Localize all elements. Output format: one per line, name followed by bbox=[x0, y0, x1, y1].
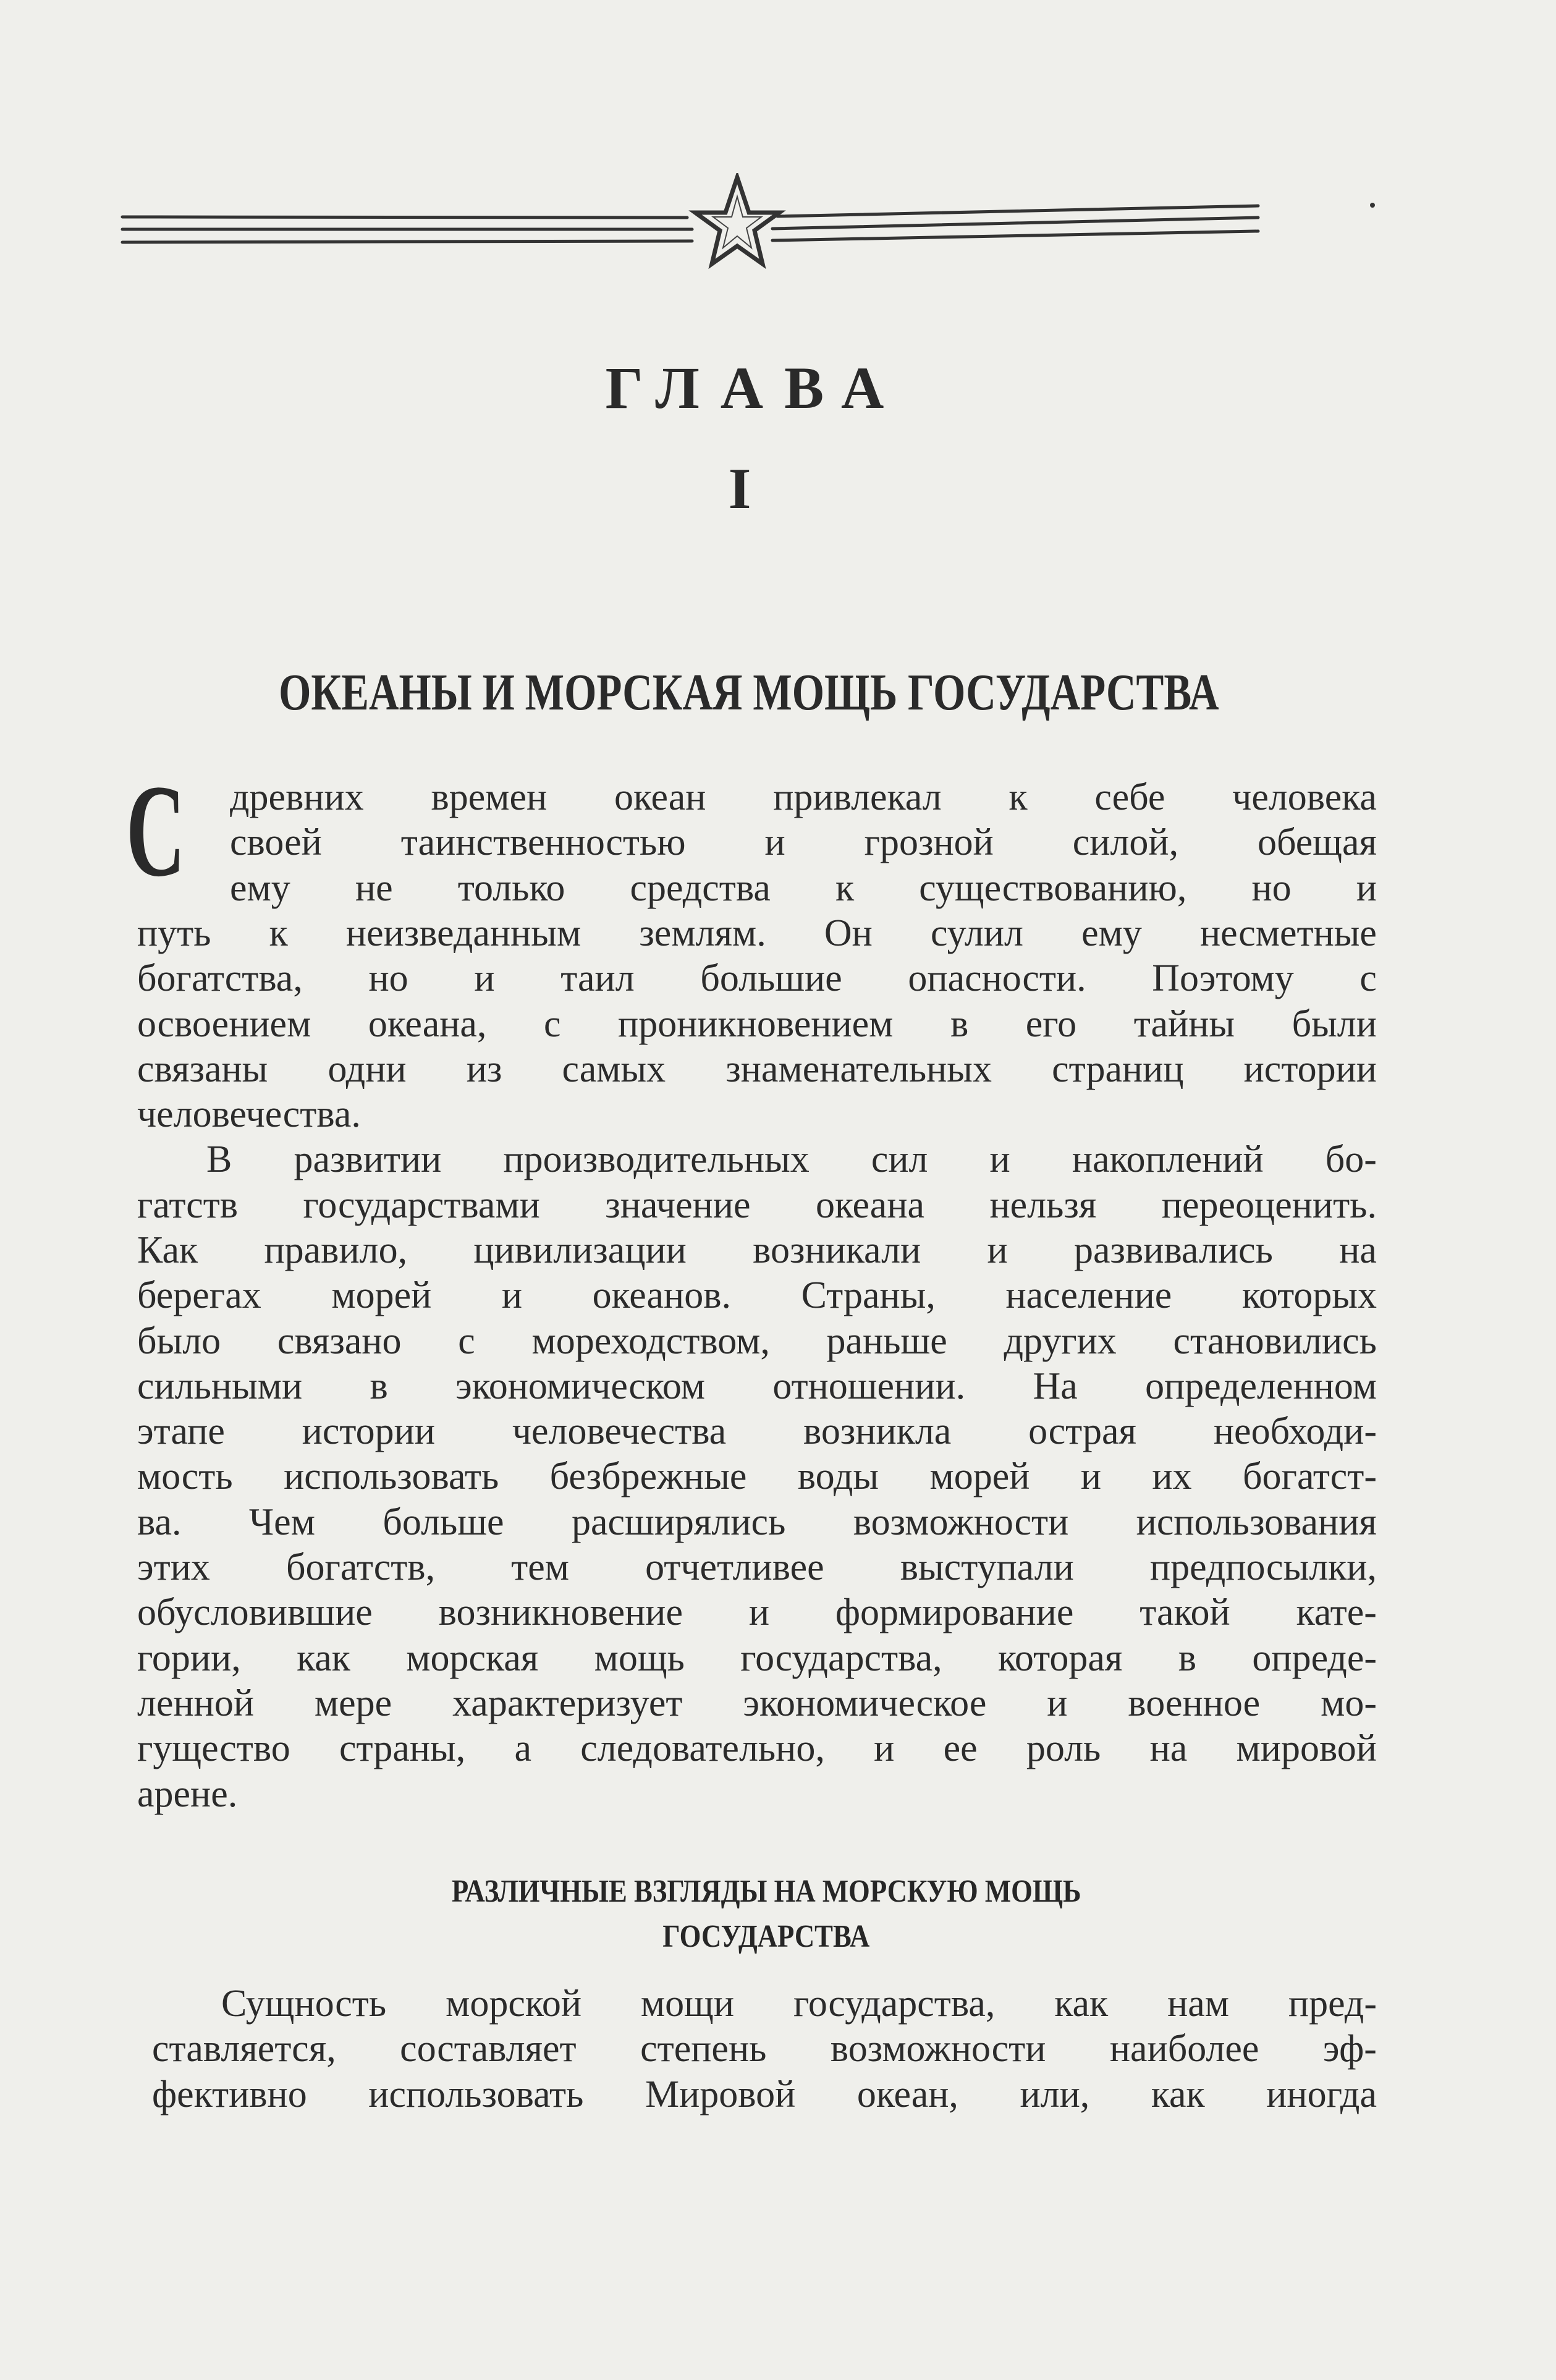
word: мировой bbox=[1236, 1727, 1377, 1770]
word: океана bbox=[815, 1184, 925, 1226]
word: знаменательных bbox=[725, 1048, 992, 1090]
word: путь bbox=[137, 912, 211, 954]
word: было bbox=[137, 1319, 221, 1362]
word: этапе bbox=[137, 1410, 225, 1453]
word: и bbox=[501, 1274, 523, 1317]
word: времен bbox=[431, 776, 548, 818]
star-ornament-icon bbox=[117, 173, 1384, 272]
text-line bbox=[137, 1047, 1377, 1092]
word: и bbox=[1080, 1455, 1101, 1498]
word: На bbox=[1033, 1365, 1078, 1407]
word: отношении. bbox=[772, 1365, 966, 1407]
word: острая bbox=[1028, 1410, 1137, 1453]
text-line bbox=[221, 1981, 1377, 2026]
word: ему bbox=[1081, 912, 1142, 954]
word: большие bbox=[700, 957, 842, 1000]
word: возникновение bbox=[438, 1591, 683, 1634]
word: нельзя bbox=[989, 1184, 1097, 1226]
word: мощь bbox=[594, 1637, 685, 1679]
word: ленной bbox=[137, 1682, 254, 1724]
word: государствами bbox=[303, 1184, 540, 1226]
word: богатств, bbox=[285, 1546, 436, 1589]
word: мореходством, bbox=[531, 1319, 770, 1362]
text-line bbox=[137, 1636, 1377, 1681]
text-line bbox=[206, 1137, 1377, 1182]
word: Мировой bbox=[645, 2073, 796, 2115]
word: безбрежные bbox=[549, 1455, 747, 1498]
word: В bbox=[206, 1138, 232, 1181]
word: не bbox=[355, 866, 393, 909]
word: человека bbox=[1232, 776, 1377, 818]
word: мость bbox=[137, 1455, 233, 1498]
word: истории bbox=[1243, 1048, 1377, 1090]
ornament-rule bbox=[772, 231, 1258, 240]
word: ее bbox=[943, 1727, 978, 1770]
word: сил bbox=[871, 1138, 928, 1181]
text-line bbox=[137, 1454, 1377, 1499]
word: из bbox=[466, 1048, 502, 1090]
word: одни bbox=[328, 1048, 407, 1090]
word: пред- bbox=[1288, 1983, 1377, 2025]
word: в bbox=[950, 1002, 969, 1045]
word: с bbox=[1359, 957, 1377, 1000]
word: возможности bbox=[830, 2028, 1046, 2070]
section-heading-line-1 bbox=[0, 1873, 1533, 1910]
word: Он bbox=[824, 912, 873, 954]
word: средства bbox=[630, 866, 771, 909]
word: тайны bbox=[1133, 1002, 1235, 1045]
ornament-rule bbox=[122, 241, 692, 242]
text-line bbox=[137, 1409, 1377, 1454]
word: и bbox=[987, 1229, 1008, 1271]
word: страны, bbox=[339, 1727, 466, 1770]
word: богатст- bbox=[1243, 1455, 1377, 1498]
word: гории, bbox=[137, 1637, 241, 1679]
word: океанов. bbox=[592, 1274, 731, 1317]
text-line bbox=[137, 1500, 1377, 1545]
word: предпосылки, bbox=[1149, 1546, 1377, 1589]
word: бо- bbox=[1325, 1138, 1377, 1181]
word: цивилизации bbox=[473, 1229, 687, 1271]
word: которая bbox=[997, 1637, 1123, 1679]
word: несметные bbox=[1199, 912, 1377, 954]
word: государства, bbox=[740, 1637, 942, 1679]
word: себе bbox=[1094, 776, 1165, 818]
word: раньше bbox=[826, 1319, 947, 1362]
word: расширялись bbox=[571, 1501, 786, 1543]
word: опреде- bbox=[1252, 1637, 1377, 1679]
word: накоплений bbox=[1072, 1138, 1264, 1181]
word: возможности bbox=[853, 1501, 1069, 1543]
word: необходи- bbox=[1213, 1410, 1377, 1453]
word: ему bbox=[230, 866, 290, 909]
text-line bbox=[137, 1273, 1377, 1318]
text-line bbox=[137, 1319, 1377, 1364]
chapter-number: I bbox=[728, 457, 751, 521]
word: человечества. bbox=[137, 1093, 361, 1136]
word: которых bbox=[1241, 1274, 1377, 1317]
word: морей bbox=[331, 1274, 432, 1317]
text-line bbox=[137, 1183, 1377, 1228]
word: связаны bbox=[137, 1048, 268, 1090]
word: использовать bbox=[368, 2073, 584, 2115]
word: существованию, bbox=[919, 866, 1187, 909]
word: фективно bbox=[152, 2073, 307, 2115]
text-line bbox=[137, 911, 1377, 956]
word: морской bbox=[446, 1983, 581, 2025]
word: истории bbox=[302, 1410, 436, 1453]
word: характеризует bbox=[452, 1682, 683, 1724]
word: океан bbox=[614, 776, 706, 818]
word: и bbox=[989, 1138, 1010, 1181]
word: экономическое bbox=[743, 1682, 987, 1724]
word: связано bbox=[277, 1319, 402, 1362]
word: роль bbox=[1026, 1727, 1101, 1770]
word: гущество bbox=[137, 1727, 290, 1770]
word: мо- bbox=[1321, 1682, 1377, 1724]
word: воды bbox=[797, 1455, 879, 1498]
word: выступали bbox=[900, 1546, 1074, 1589]
word: нам bbox=[1167, 1983, 1229, 2025]
word: морей bbox=[929, 1455, 1030, 1498]
text-line bbox=[230, 775, 1377, 820]
text-line bbox=[137, 1772, 1377, 1817]
word: в bbox=[370, 1365, 388, 1407]
word: арене. bbox=[137, 1772, 238, 1815]
ornament-dot bbox=[1370, 203, 1375, 208]
word: как bbox=[1054, 1983, 1109, 2025]
word: как bbox=[1151, 2073, 1205, 2115]
word: следовательно, bbox=[580, 1727, 825, 1770]
word: гатств bbox=[137, 1184, 239, 1226]
word: и bbox=[1356, 866, 1377, 909]
section-heading-text: РАЗЛИЧНЫЕ ВЗГЛЯДЫ НА МОРСКУЮ МОЩЬ bbox=[451, 1874, 1081, 1909]
word: проникновением bbox=[618, 1002, 894, 1045]
word: мере bbox=[314, 1682, 392, 1724]
text-line bbox=[137, 1228, 1377, 1273]
chapter-title bbox=[0, 665, 1498, 721]
section-heading-text: ГОСУДАРСТВА bbox=[662, 1919, 870, 1954]
text-line bbox=[137, 1545, 1377, 1590]
word: переоценить. bbox=[1161, 1184, 1377, 1226]
word: и bbox=[1047, 1682, 1068, 1724]
word: на bbox=[1339, 1229, 1377, 1271]
word: таил bbox=[560, 957, 635, 1000]
word: землям. bbox=[639, 912, 766, 954]
ornament-rule bbox=[777, 206, 1258, 216]
word: Сущность bbox=[221, 1983, 387, 2025]
word: к bbox=[835, 866, 855, 909]
word: иногда bbox=[1266, 2073, 1377, 2115]
word: отчетливее bbox=[645, 1546, 824, 1589]
word: и bbox=[874, 1727, 895, 1770]
word: использования bbox=[1136, 1501, 1377, 1543]
word: их bbox=[1152, 1455, 1192, 1498]
word: тем bbox=[511, 1546, 570, 1589]
word: правило, bbox=[264, 1229, 408, 1271]
word: ставляется, bbox=[152, 2028, 336, 2070]
word: привлекал bbox=[773, 776, 942, 818]
text-line bbox=[137, 956, 1377, 1001]
text-line bbox=[152, 2026, 1377, 2072]
chapter-label: ГЛАВА bbox=[605, 355, 905, 421]
word: мощи bbox=[640, 1983, 735, 2025]
word: в bbox=[1178, 1637, 1197, 1679]
word: грозной bbox=[864, 821, 994, 864]
word: морская bbox=[406, 1637, 539, 1679]
word: были bbox=[1292, 1002, 1377, 1045]
word: экономическом bbox=[455, 1365, 705, 1407]
word: становились bbox=[1173, 1319, 1377, 1362]
word: опасности. bbox=[908, 957, 1086, 1000]
word: формирование bbox=[835, 1591, 1074, 1634]
word: или, bbox=[1020, 2073, 1090, 2115]
word: таинственностью bbox=[400, 821, 686, 864]
word: его bbox=[1025, 1002, 1077, 1045]
word: и bbox=[474, 957, 495, 1000]
word: возникла bbox=[803, 1410, 952, 1453]
word: и bbox=[764, 821, 785, 864]
word: человечества bbox=[512, 1410, 727, 1453]
word: Чем bbox=[248, 1501, 315, 1543]
word: производительных bbox=[503, 1138, 810, 1181]
word: использовать bbox=[284, 1455, 499, 1498]
text-line bbox=[137, 1681, 1377, 1726]
word: только bbox=[457, 866, 565, 909]
chapter-title-text: ОКЕАНЫ И МОРСКАЯ МОЩЬ ГОСУДАРСТВА bbox=[279, 664, 1219, 721]
word: как bbox=[297, 1637, 350, 1679]
word: с bbox=[458, 1319, 475, 1362]
word: такой bbox=[1140, 1591, 1230, 1634]
word: богатства, bbox=[137, 957, 303, 1000]
word: эф- bbox=[1322, 2028, 1377, 2070]
word: океан, bbox=[856, 2073, 958, 2115]
word: к bbox=[1008, 776, 1028, 818]
text-line bbox=[152, 2072, 1377, 2117]
word: ва. bbox=[137, 1501, 182, 1543]
word: этих bbox=[137, 1546, 210, 1589]
text-line bbox=[137, 1590, 1377, 1635]
word: население bbox=[1005, 1274, 1172, 1317]
word: океана, bbox=[368, 1002, 487, 1045]
word: больше bbox=[383, 1501, 504, 1543]
section-heading-line-2 bbox=[0, 1918, 1533, 1955]
word: к bbox=[269, 912, 288, 954]
word: сильными bbox=[137, 1365, 303, 1407]
word: обещая bbox=[1257, 821, 1377, 864]
word: самых bbox=[562, 1048, 666, 1090]
word: берегах bbox=[137, 1274, 261, 1317]
word: неизведанным bbox=[345, 912, 581, 954]
word: возникали bbox=[753, 1229, 921, 1271]
text-line bbox=[137, 1726, 1377, 1771]
word: других bbox=[1004, 1319, 1117, 1362]
word: Страны, bbox=[801, 1274, 936, 1317]
word: на bbox=[1149, 1727, 1188, 1770]
word: развитии bbox=[294, 1138, 442, 1181]
word: военное bbox=[1128, 1682, 1261, 1724]
word: государства, bbox=[793, 1983, 996, 2025]
word: Как bbox=[137, 1229, 198, 1271]
text-line bbox=[137, 1364, 1377, 1409]
word: а bbox=[514, 1727, 531, 1770]
text-line bbox=[230, 866, 1377, 911]
word: но bbox=[368, 957, 408, 1000]
word: страниц bbox=[1052, 1048, 1184, 1090]
word: и bbox=[748, 1591, 769, 1634]
word: значение bbox=[605, 1184, 751, 1226]
word: определенном bbox=[1145, 1365, 1377, 1407]
word: силой, bbox=[1072, 821, 1179, 864]
word: своей bbox=[230, 821, 322, 864]
word: сулил bbox=[930, 912, 1023, 954]
ornament-rule bbox=[772, 218, 1258, 229]
word: наиболее bbox=[1109, 2028, 1259, 2070]
word: обусловившие bbox=[137, 1591, 373, 1634]
word: кате- bbox=[1296, 1591, 1377, 1634]
word: древних bbox=[230, 776, 364, 818]
drop-cap: С bbox=[126, 758, 185, 904]
word: Поэтому bbox=[1152, 957, 1294, 1000]
text-line bbox=[230, 820, 1377, 865]
text-line bbox=[137, 1002, 1377, 1047]
word: развивались bbox=[1074, 1229, 1273, 1271]
word: освоением bbox=[137, 1002, 311, 1045]
word: но bbox=[1251, 866, 1292, 909]
ornament-rule bbox=[122, 217, 687, 218]
word: с bbox=[543, 1002, 561, 1045]
text-line bbox=[137, 1092, 1377, 1137]
word: степень bbox=[640, 2028, 767, 2070]
word: составляет bbox=[400, 2028, 577, 2070]
